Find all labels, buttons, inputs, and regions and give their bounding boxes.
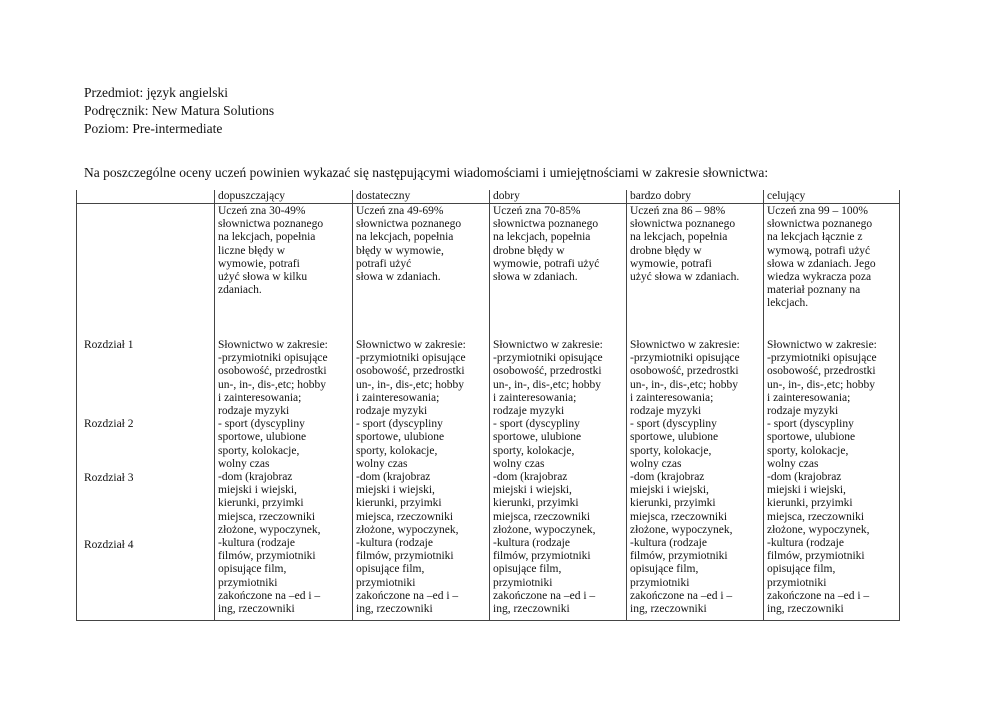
vocabulary-cell: Słownictwo w zakresie: -przymiotniki opisujące osobowość, przedrostki un-, in-, dis-,etc; hobby i zainteresowania; rodzaje myzyki - sport (dyscypliny sportowe, ulubione sporty, kolokacje, wolny czas -dom (krajobraz miejski i wiejski, kierunki, przyimki miejsca, rzeczowniki złożone, wypoczynek, -kultura (rodzaje filmów, przymiotniki opisujące film, przymiotniki zakończone na –ed i – ing, rzeczowniki <box>630 339 740 616</box>
textbook-line: Podręcznik: New Matura Solutions <box>84 103 275 118</box>
level-line: Poziom: Pre-intermediate <box>84 121 223 136</box>
chapter-label: Rozdział 4 <box>84 539 134 551</box>
table-bottom-border <box>76 620 900 621</box>
vocabulary-cell: Słownictwo w zakresie: -przymiotniki opisujące osobowość, przedrostki un-, in-, dis-,etc; hobby i zainteresowania; rodzaje myzyki - sport (dyscypliny sportowe, ulubione sporty, kolokacje, wolny czas -dom (krajobraz miejski i wiejski, kierunki, przyimki miejsca, rzeczowniki złożone, wypoczynek, -kultura (rodzaje filmów, przymiotniki opisujące film, przymiotniki zakończone na –ed i – ing, rzeczowniki <box>218 339 328 616</box>
table-left-border <box>76 190 77 621</box>
intro-text: Na poszczególne oceny uczeń powinien wykazać się następującymi wiadomościami i umiejętnościami w zakresie słownictwa: <box>84 165 769 180</box>
vocabulary-cell: Słownictwo w zakresie: -przymiotniki opisujące osobowość, przedrostki un-, in-, dis-,etc; hobby i zainteresowania; rodzaje myzyki - sport (dyscypliny sportowe, ulubione sporty, kolokacje, wolny czas -dom (krajobraz miejski i wiejski, kierunki, przyimki miejsca, rzeczowniki złożone, wypoczynek, -kultura (rodzaje filmów, przymiotniki opisujące film, przymiotniki zakończone na –ed i – ing, rzeczowniki <box>356 339 466 616</box>
requirement-cell: Uczeń zna 86 – 98% słownictwa poznanego na lekcjach, popełnia drobne błędy w wymowie, potrafi użyć słowa w zdaniach. <box>630 205 740 284</box>
grade-header-dobry: dobry <box>493 190 520 202</box>
chapter-label: Rozdział 3 <box>84 472 134 484</box>
table-right-border <box>899 190 900 621</box>
subject-line: Przedmiot: język angielski <box>84 85 228 100</box>
requirement-cell: Uczeń zna 70-85% słownictwa poznanego na lekcjach, popełnia drobne błędy w wymowie, potrafi użyć słowa w zdaniach. <box>493 205 600 284</box>
requirement-cell: Uczeń zna 30-49% słownictwa poznanego na lekcjach, popełnia liczne błędy w wymowie, potrafi użyć słowa w kilku zdaniach. <box>218 205 324 297</box>
requirement-cell: Uczeń zna 99 – 100% słownictwa poznanego na lekcjach łącznie z wymową, potrafi użyć słowa w zdaniach. Jego wiedza wykracza poza materiał poznany na lekcjach. <box>767 205 876 310</box>
table-left-top-border <box>76 203 214 204</box>
requirement-cell: Uczeń zna 49-69% słownictwa poznanego na lekcjach, popełnia błędy w wymowie, potrafi użyć słowa w zdaniach. <box>356 205 462 284</box>
document-header <box>84 84 274 138</box>
col-divider-3 <box>489 190 490 621</box>
vocabulary-cell: Słownictwo w zakresie: -przymiotniki opisujące osobowość, przedrostki un-, in-, dis-,etc; hobby i zainteresowania; rodzaje myzyki - sport (dyscypliny sportowe, ulubione sporty, kolokacje, wolny czas -dom (krajobraz miejski i wiejski, kierunki, przyimki miejsca, rzeczowniki złożone, wypoczynek, -kultura (rodzaje filmów, przymiotniki opisujące film, przymiotniki zakończone na –ed i – ing, rzeczowniki <box>493 339 603 616</box>
chapter-label: Rozdział 1 <box>84 339 134 351</box>
col-divider-1 <box>214 190 215 621</box>
chapter-label: Rozdział 2 <box>84 418 134 430</box>
grade-header-celujacy: celujący <box>767 190 806 202</box>
grade-header-dostateczny: dostateczny <box>356 190 411 202</box>
grade-header-dopuszczajacy: dopuszczający <box>218 190 286 202</box>
vocabulary-cell: Słownictwo w zakresie: -przymiotniki opisujące osobowość, przedrostki un-, in-, dis-,etc; hobby i zainteresowania; rodzaje myzyki - sport (dyscypliny sportowe, ulubione sporty, kolokacje, wolny czas -dom (krajobraz miejski i wiejski, kierunki, przyimki miejsca, rzeczowniki złożone, wypoczynek, -kultura (rodzaje filmów, przymiotniki opisujące film, przymiotniki zakończone na –ed i – ing, rzeczowniki <box>767 339 877 616</box>
table-top-border <box>214 203 900 204</box>
col-divider-4 <box>626 190 627 621</box>
col-divider-5 <box>763 190 764 621</box>
col-divider-2 <box>352 190 353 621</box>
grade-header-bardzo-dobry: bardzo dobry <box>630 190 691 202</box>
